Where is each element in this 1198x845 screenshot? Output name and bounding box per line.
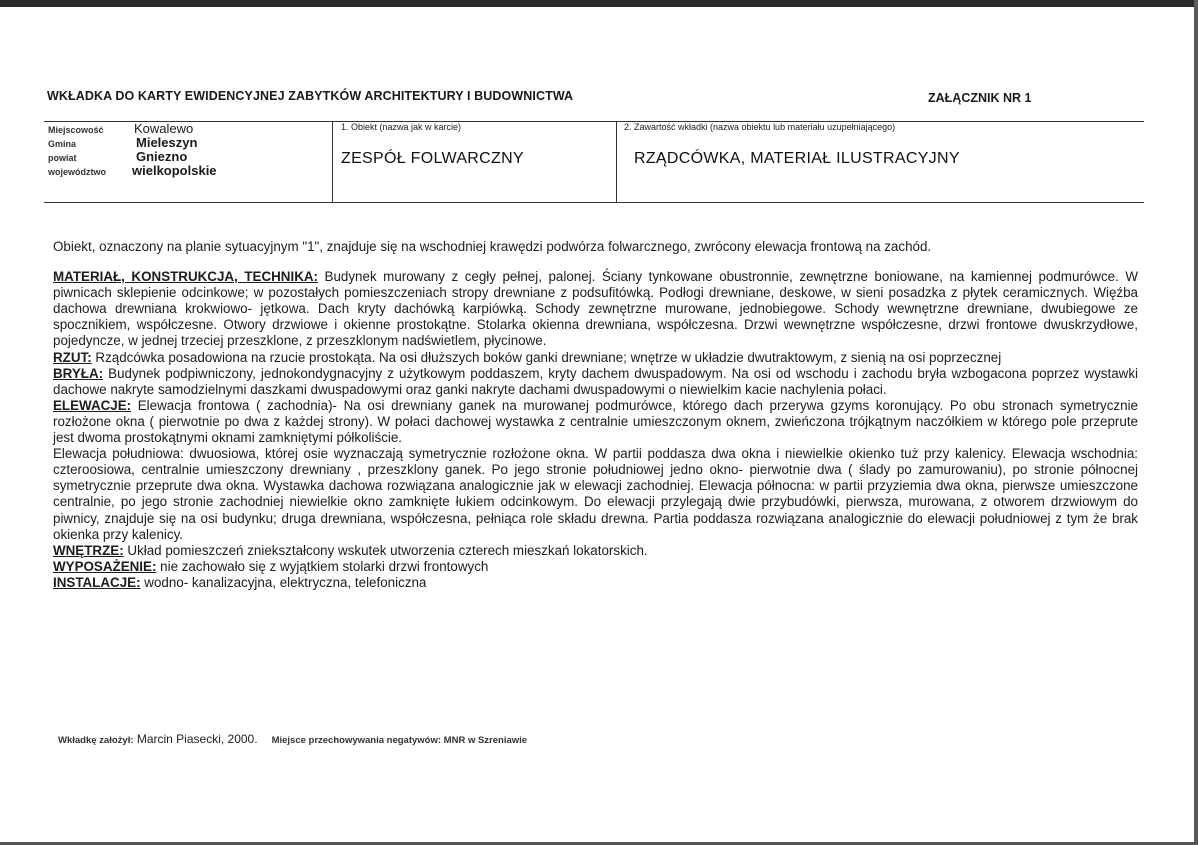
section-bryla-heading: BRYŁA:: [53, 365, 104, 381]
wojewodztwo-label: województwo: [48, 167, 106, 177]
miejscowosc-label: Miejscowość: [48, 125, 104, 135]
negatives-storage: Miejsce przechowywania negatywów: MNR w Szreniawie: [271, 735, 528, 746]
object-name: ZESPÓŁ FOLWARCZNY: [341, 150, 524, 167]
intro-paragraph: Obiekt, oznaczony na planie sytuacyjnym "1", znajduje się na wschodniej krawędzi podwórza folwarcznego, zwrócony elewacja frontową na zachód.: [53, 239, 932, 254]
section-elewacje-heading: ELEWACJE:: [53, 397, 132, 413]
section-rzut: [53, 350, 1138, 366]
footer: [58, 730, 527, 748]
author-value: Marcin Piasecki, 2000.: [133, 732, 258, 746]
section-material: [53, 269, 1138, 349]
section-bryla: [53, 366, 1138, 398]
location-row-wojewodztwo: [48, 164, 217, 178]
location-block: [48, 122, 217, 178]
section-instalacje-heading: INSTALACJE:: [53, 574, 141, 590]
section-material-heading: MATERIAŁ, KONSTRUKCJA, TECHNIKA:: [53, 269, 318, 285]
object-caption: 1. Obiekt (nazwa jak w karcie): [341, 122, 462, 132]
section-wyposazenie-text: nie zachowało się z wyjątkiem stolarki drzwi frontowych: [156, 558, 489, 574]
section-rzut-text: Rządcówka posadowiona na rzucie prostokąta. Na osi dłuższych boków ganki drewniane; wnętrze w układzie dwutraktowym, z sienią na osi poprzecznej: [91, 349, 1002, 365]
contents-name: RZĄDCÓWKA, MATERIAŁ ILUSTRACYJNY: [634, 150, 960, 167]
scan-edge-right: [1194, 0, 1198, 845]
section-elewacje-text: Elewacja frontowa ( zachodnia)- Na osi drewniany ganek na murowanej podmurówce, którego dach przerywa gzyms koronujący. Po obu stronach symetrycznie rozłożone okna ( pierwotnie po dwa z każdej strony). W połaci dachowej wystawka z centralnie umieszczonym oknem, zwieńczona trójkątnym naczółkiem w którego pole przeprute jest dwoma prostokątnymi oknami zamkniętymi półkoliście.: [53, 397, 1138, 446]
location-row-miejscowosc: [48, 122, 217, 136]
section-material-text: Budynek murowany z cegły pełnej, palonej. Ściany tynkowane obustronnie, zewnętrzne boniowane, na kamiennej podmurówce. W piwnicach sklepienie odcinkowe; w pozostałych pomieszczeniach stropy drewniane z podsufitówką. Podłogi drewniane, deskowe, w sieni posadzka z płytek ceramicznych. Więźba dachowa drewniana krokwiowo- jętkowa. Dach kryty dachówką karpiówką. Schody zewnętrzne murowane, jednobiegowe. Schody wewnętrzne drewniane, dwubiegowe ze spocznikiem, współczesne. Otwory drzwiowe i okienne prostokątne. Stolarka okienna drewniana, współczesna. Drzwi wewnętrzne współczesne, drzwi frontowe dwuskrzydłowe, pojedyncze, w jednej trzeciej przeszklone, z przeszklonym nadświetlem, płycinowe.: [53, 269, 1139, 349]
gmina-label: Gmina: [48, 139, 77, 149]
scan-edge-top: [0, 0, 1198, 7]
description-body: [53, 239, 1138, 591]
section-instalacje: [53, 575, 1138, 591]
miejscowosc-value: Kowalewo: [134, 121, 194, 136]
section-wyposazenie-heading: WYPOSAŻENIE:: [53, 558, 157, 574]
powiat-value: Gniezno: [136, 149, 188, 164]
section-bryla-text: Budynek podpiwniczony, jednokondygnacyjny z użytkowym poddaszem, kryty dachem dwuspadowym. Na osi od wschodu i zachodu bryła wzbogacona poprzez wystawki dachowe nakryte samodzielnymi daszkami dwuspadowymi oraz ganki nakryte dachami dwuspadowymi o niewielkim kacie nachylenia połaci.: [53, 365, 1138, 397]
powiat-label: powiat: [48, 153, 77, 163]
document-title: WKŁADKA DO KARTY EWIDENCYJNEJ ZABYTKÓW ARCHITEKTURY I BUDOWNICTWA: [47, 89, 574, 103]
section-wyposazenie: [53, 559, 1138, 575]
section-elewacje-continued: Elewacja południowa: dwuosiowa, której osie wyznaczają symetrycznie rozłożone okna. W partii poddasza dwa okna i niewielkie okienko tuż przy kalenicy. Elewacja wschodnia: czteroosiowa, centralnie umieszczony drewniany , przeszklony ganek. Po jego stronie południowej jedno okno- pierwotnie dwa ( ślady po zamurowaniu), po stronie północnej symetrycznie przeprute dwa okna. Wystawka dachowa rozwiązana analogicznie jak w elewacji zachodniej. Elewacja północna: w partii przyziemia dwa okna, pierwsze umieszczone centralnie, po jego stronie zachodniej niewielkie okno zamknięte łukiem odcinkowym. Do elewacji przylegają dwie przybudówki, pierwsza, murowana, z otworem drzwiowym do piwnicy, znajduje się na osi budynku; druga drewniana, współczesna, pełniąca role składu drewna. Partia poddasza rozwiązana analogicznie do elewacji południowej z tym że brak okienka przy kalenicy.: [53, 446, 1138, 542]
section-wnetrze-heading: WNĘTRZE:: [53, 542, 124, 558]
section-wnetrze-text: Układ pomieszczeń zniekształcony wskutek utworzenia czterech mieszkań lokatorskich.: [123, 542, 648, 558]
annex-number: ZAŁĄCZNIK NR 1: [928, 91, 1032, 105]
form-divider-1: [332, 121, 333, 203]
gmina-value: Mieleszyn: [136, 135, 198, 150]
wojewodztwo-value: wielkopolskie: [132, 163, 217, 178]
section-instalacje-text: wodno- kanalizacyjna, elektryczna, telefoniczna: [140, 574, 427, 590]
form-divider-2: [616, 121, 617, 203]
section-elewacje: [53, 398, 1138, 446]
contents-caption: 2. Zawartość wkładki (nazwa obiektu lub materiału uzupełniającego): [624, 122, 896, 132]
section-rzut-heading: RZUT:: [53, 349, 92, 365]
location-row-powiat: [48, 150, 217, 164]
form-bottom-rule: [44, 202, 1144, 203]
author-label: Wkładkę założył:: [58, 735, 134, 746]
location-row-gmina: [48, 136, 217, 150]
section-wnetrze: [53, 543, 1138, 559]
